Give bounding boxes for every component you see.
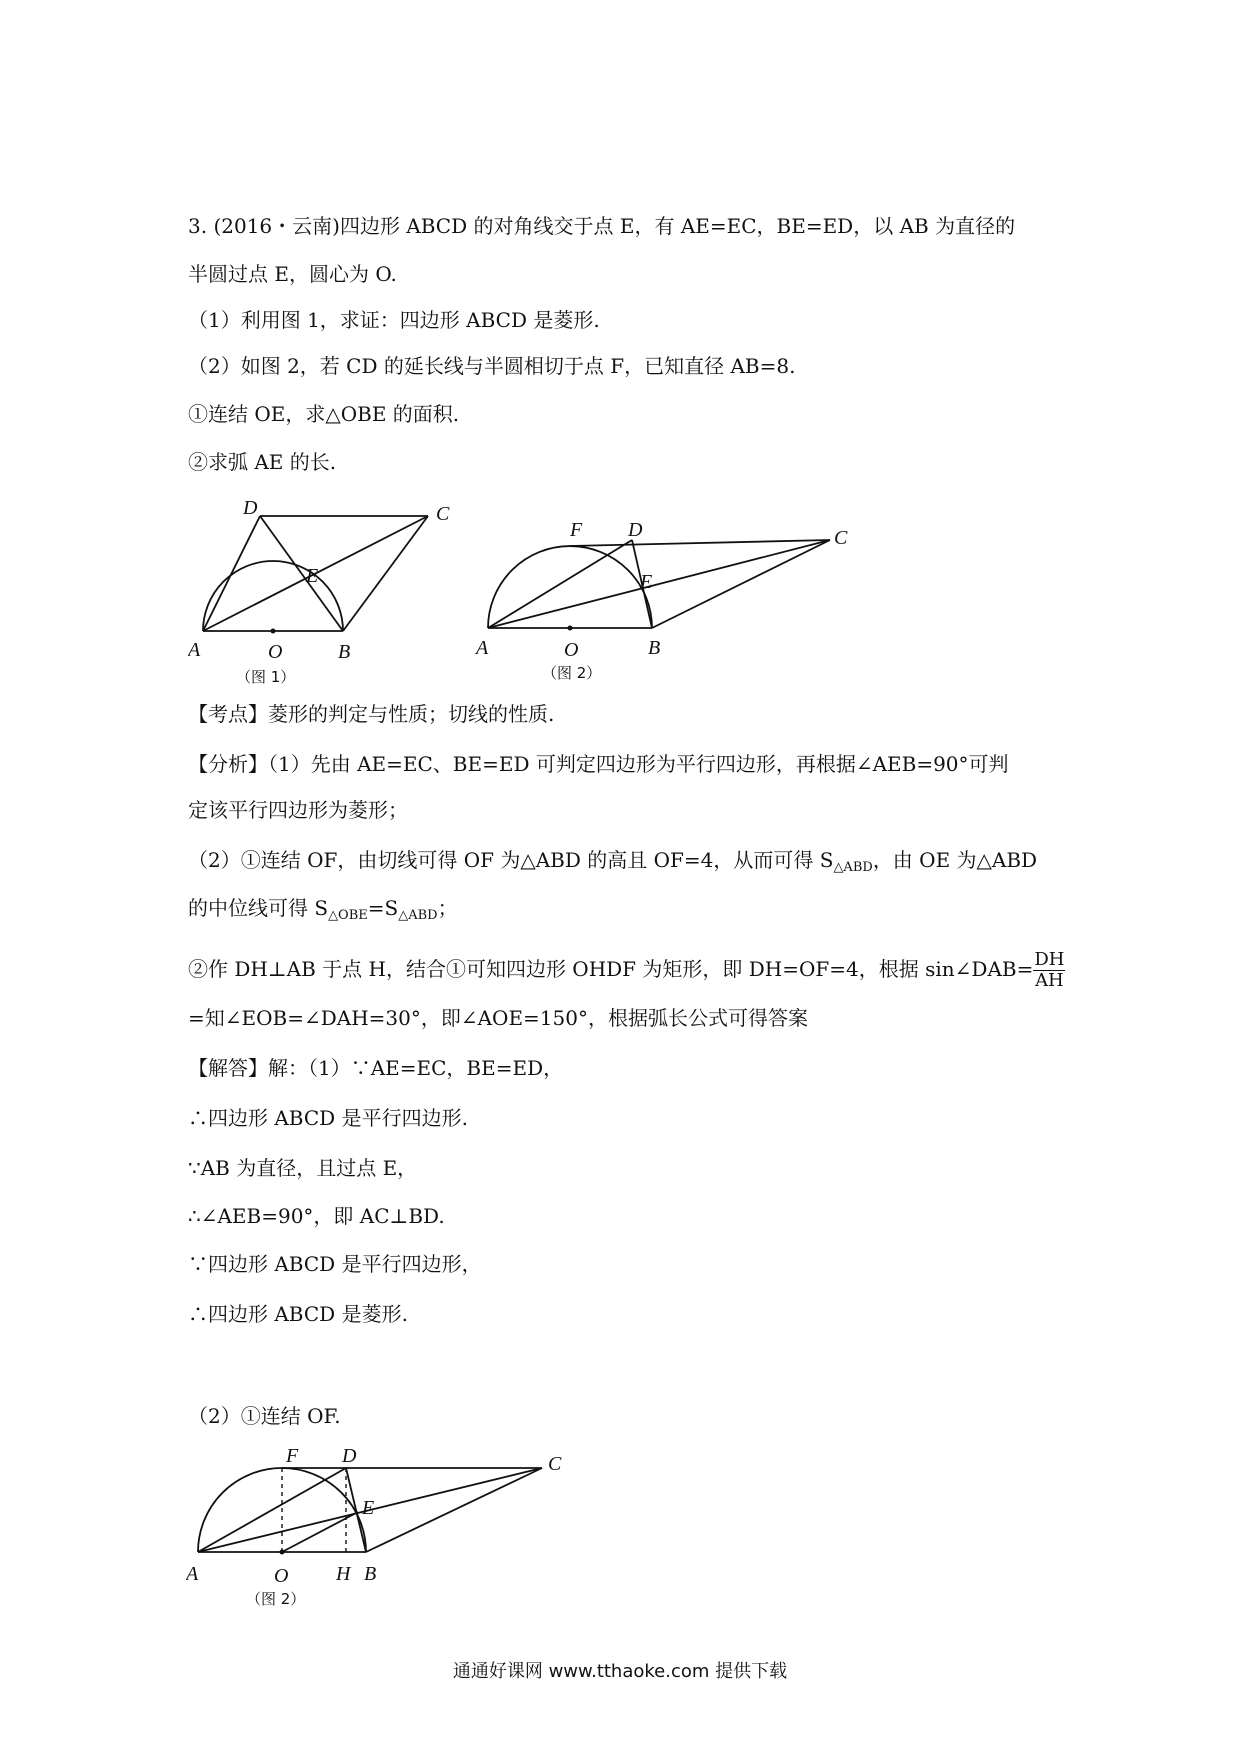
- fig3-label-e: E: [362, 1497, 375, 1519]
- analysis-part2-line2: [188, 894, 458, 930]
- fig2-caption: （图 2）: [542, 664, 602, 682]
- page-footer: 通通好课网 www.tthaoke.com 提供下载: [452, 1661, 788, 1682]
- fig3-label-o: O: [274, 1565, 289, 1587]
- fig1-caption: （图 1）: [236, 668, 296, 686]
- fig1-side-ad: [203, 516, 260, 631]
- fig1-label-d: D: [243, 497, 258, 519]
- fig2-label-e: E: [640, 571, 653, 593]
- fig3-label-b: B: [364, 1563, 377, 1585]
- solution-step1: ∴四边形 ABCD 是平行四边形.: [188, 1106, 468, 1130]
- figure-2: [472, 506, 872, 686]
- fig1-center-point: [271, 629, 276, 634]
- area-subscript-abd-2: △ABD: [398, 908, 438, 923]
- analysis-fenxi-line2: 定该平行四边形为菱形；: [188, 798, 408, 822]
- problem-part1: （1）利用图 1，求证：四边形 ABCD 是菱形.: [188, 308, 600, 332]
- solution-step3: ∴∠AEB=90°，即 AC⊥BD.: [188, 1204, 445, 1228]
- fig1-side-bc: [343, 516, 428, 631]
- solution-step5: ∴四边形 ABCD 是菱形.: [188, 1302, 408, 1326]
- problem-question1: ①连结 OE，求△OBE 的面积.: [188, 402, 460, 426]
- fig3-label-c: C: [548, 1453, 562, 1475]
- fraction-denominator: AH: [1035, 970, 1064, 991]
- fig3-label-a: A: [186, 1563, 199, 1585]
- analysis-part2-line1-text-end: ，由 OE 为△ABD: [872, 848, 1038, 872]
- solution-part2: （2）①连结 OF.: [188, 1404, 341, 1428]
- fig3-label-f: F: [286, 1445, 299, 1467]
- fraction-dh-ah: [1033, 950, 1065, 991]
- fig2-side-bc: [652, 540, 830, 628]
- fig3-side-ad: [198, 1468, 346, 1552]
- fig1-diagonal-bd: [260, 516, 343, 631]
- solution-jieda: 【解答】解：（1）∵AE=EC，BE=ED，: [188, 1056, 564, 1080]
- analysis-q2-line1: [188, 950, 1065, 991]
- figure-3: [186, 1430, 586, 1610]
- fig2-diagonal-ac: [488, 540, 830, 628]
- fig2-label-b: B: [648, 637, 661, 659]
- analysis-fenxi-line1: 【分析】（1）先由 AE=EC、BE=ED 可判定四边形为平行四边形，再根据∠AEB=90°可判: [188, 752, 1009, 776]
- fig2-label-d: D: [628, 519, 643, 541]
- fig1-label-a: A: [188, 639, 201, 661]
- fig2-label-c: C: [834, 527, 848, 549]
- analysis-kaodian: 【考点】菱形的判定与性质；切线的性质.: [188, 702, 555, 726]
- problem-intro-line1: 3. (2016・云南)四边形 ABCD 的对角线交于点 E，有 AE=EC，BE=ED，以 AB 为直径的: [188, 214, 1016, 238]
- problem-part2: （2）如图 2，若 CD 的延长线与半圆相切于点 F，已知直径 AB=8.: [188, 354, 796, 378]
- fig3-center-point: [280, 1550, 285, 1555]
- fig2-line-fc: [570, 540, 830, 546]
- fig1-label-e: E: [306, 565, 319, 587]
- fig3-side-bc: [366, 1468, 542, 1552]
- analysis-part2-line1-text: （2）①连结 OF，由切线可得 OF 为△ABD 的高且 OF=4，从而可得 S: [188, 848, 834, 872]
- fig2-semicircle: [488, 546, 652, 628]
- analysis-part2-line2-end: ；: [437, 896, 458, 920]
- fraction-numerator: DH: [1034, 949, 1065, 970]
- figure-1: [188, 496, 478, 686]
- fig2-side-ad: [488, 540, 632, 628]
- fig1-label-c: C: [436, 503, 450, 525]
- fig1-label-o: O: [268, 641, 283, 663]
- fig3-label-d: D: [342, 1445, 357, 1467]
- fig2-center-point: [568, 626, 573, 631]
- fig3-caption: （图 2）: [246, 1590, 306, 1608]
- problem-intro-line2: 半圆过点 E，圆心为 O.: [188, 262, 397, 286]
- fig1-label-b: B: [338, 641, 351, 663]
- area-subscript-abd: △ABD: [833, 860, 873, 875]
- solution-step4: ∵四边形 ABCD 是平行四边形，: [188, 1252, 482, 1276]
- analysis-part2-line1: [188, 846, 1037, 882]
- analysis-part2-line2-equals: =S: [367, 896, 399, 920]
- fig3-label-h: H: [336, 1563, 351, 1585]
- analysis-q2-line1-text: ②作 DH⊥AB 于点 H，结合①可知四边形 OHDF 为矩形，即 DH=OF=4，根据 sin∠DAB=: [188, 957, 1034, 981]
- fig2-label-f: F: [570, 519, 583, 541]
- fig2-label-o: O: [564, 639, 579, 661]
- problem-question2: ②求弧 AE 的长.: [188, 450, 337, 474]
- solution-step2: ∵AB 为直径，且过点 E，: [188, 1156, 418, 1180]
- area-subscript-obe: △OBE: [328, 908, 368, 923]
- analysis-part2-line2-text: 的中位线可得 S: [188, 896, 329, 920]
- fig2-label-a: A: [476, 637, 489, 659]
- analysis-q2-line2: =知∠EOB=∠DAH=30°，即∠AOE=150°，根据弧长公式可得答案: [188, 1006, 808, 1030]
